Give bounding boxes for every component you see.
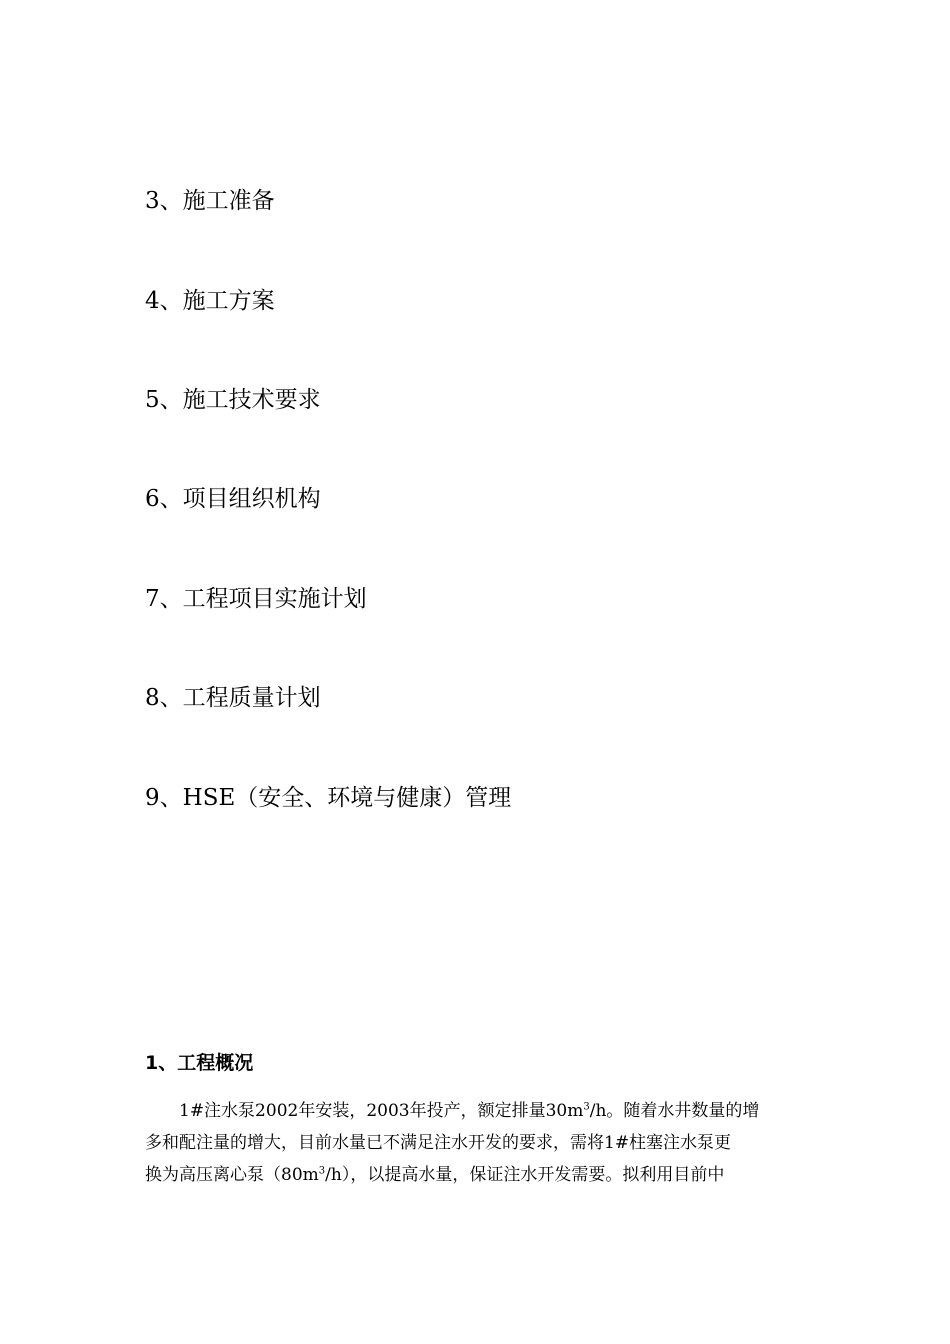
toc-item-5: 5、施工技术要求 bbox=[145, 387, 321, 413]
toc-item-4: 4、施工方案 bbox=[145, 288, 275, 314]
body-line-2: 多和配注量的增大，目前水量已不满足注水开发的要求，需将1#柱塞注水泵更 bbox=[145, 1133, 732, 1153]
body-line-1-text-b: /h。随着水井数量的增 bbox=[589, 1101, 760, 1121]
body-line-3 bbox=[145, 1163, 810, 1187]
section-heading: 1、工程概况 bbox=[145, 1052, 254, 1074]
toc-item-9: 9、HSE（安全、环境与健康）管理 bbox=[145, 785, 512, 811]
toc-item-7: 7、工程项目实施计划 bbox=[145, 586, 367, 612]
toc-item-8: 8、工程质量计划 bbox=[145, 685, 321, 711]
toc-item-6: 6、项目组织机构 bbox=[145, 486, 321, 512]
body-line-1 bbox=[179, 1099, 810, 1123]
body-line-3-text-a: 换为高压离心泵（80m bbox=[145, 1165, 319, 1185]
toc-item-3: 3、施工准备 bbox=[145, 188, 275, 214]
superscript-3: 3 bbox=[318, 1165, 326, 1177]
superscript-3: 3 bbox=[583, 1101, 590, 1113]
body-line-3-text-b: /h），以提高水量，保证注水开发需要。拟利用目前中 bbox=[325, 1165, 725, 1185]
body-line-1-text-a: 1#注水泵2002年安装，2003年投产，额定排量30m bbox=[179, 1101, 584, 1121]
